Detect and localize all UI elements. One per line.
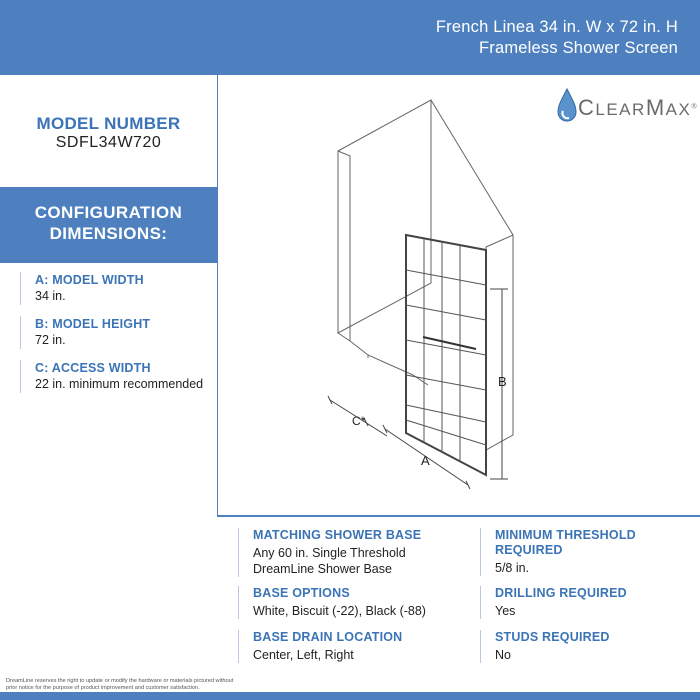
model-number-value: SDFL34W720 (55, 134, 162, 151)
spec-value: 5/8 in. (495, 561, 530, 575)
spec-value-line: DreamLine Shower Base (253, 562, 392, 576)
left-wall-edge (338, 151, 350, 341)
configuration-heading-line2: DIMENSIONS: (49, 224, 168, 243)
spec-matching-shower-base (238, 528, 421, 577)
dimension-model-height (20, 316, 150, 349)
logo-letters-ax: AX (665, 100, 692, 119)
trademark-mark: ® (691, 103, 698, 111)
spec-label-line: REQUIRED (495, 543, 563, 557)
product-title (436, 17, 678, 59)
spec-value-line: Any 60 in. Single Threshold (253, 546, 406, 560)
product-title-line2: Frameless Shower Screen (478, 39, 678, 57)
spec-label (495, 528, 636, 558)
right-wall-front (486, 235, 513, 450)
dimension-access-width (20, 360, 203, 393)
shower-configuration-diagram (218, 75, 700, 515)
disclaimer-line: DreamLine reserves the right to update or modify the hardware or materials pictured without (6, 678, 234, 684)
dimension-value: 22 in. minimum recommended (35, 377, 204, 391)
logo-letters-lear: LEAR (595, 100, 646, 119)
spec-label: MATCHING SHOWER BASE (253, 528, 422, 542)
dimension-label: A: MODEL WIDTH (35, 273, 144, 287)
spec-value: Center, Left, Right (253, 648, 354, 662)
spec-base-drain-location (238, 630, 402, 663)
configuration-heading-line1: CONFIGURATION (34, 203, 183, 222)
spec-value: White, Biscuit (-22), Black (-88) (253, 604, 426, 618)
spec-label: BASE OPTIONS (253, 586, 350, 600)
header-bar (0, 0, 700, 75)
spec-label: DRILLING REQUIRED (495, 586, 627, 600)
dimension-label: C: ACCESS WIDTH (35, 361, 151, 375)
support-bar (423, 337, 476, 349)
spec-minimum-threshold (480, 528, 636, 576)
footer-bar (0, 692, 700, 700)
logo-letter-c: C (578, 95, 596, 120)
back-wall (338, 100, 431, 333)
disclaimer-line: prior notice for the purpose of product improvement and customer satisfaction. (6, 685, 200, 691)
spec-studs-required (480, 630, 610, 663)
spec-label-line: MINIMUM THRESHOLD (495, 528, 636, 542)
spec-label: BASE DRAIN LOCATION (253, 630, 403, 644)
spec-value: Yes (495, 604, 516, 618)
glass-screen-panel (406, 235, 486, 475)
dimension-value: 72 in. (35, 333, 66, 347)
disclaimer-text (6, 678, 306, 692)
spec-drilling-required (480, 586, 627, 619)
spec-base-options (238, 586, 426, 619)
top-right-ledge (431, 100, 513, 235)
floor-edge (350, 341, 428, 385)
logo-letter-m: M (645, 95, 666, 120)
spec-value: No (495, 648, 511, 662)
dimension-b-label: B (498, 374, 507, 389)
dimension-label: B: MODEL HEIGHT (35, 317, 151, 331)
grid-pattern (406, 239, 486, 461)
dimension-value: 34 in. (35, 289, 66, 303)
spec-value (253, 545, 421, 577)
dimension-c-label: C* (352, 414, 366, 428)
dimension-model-width (20, 272, 144, 305)
spec-label: STUDS REQUIRED (495, 630, 610, 644)
dimension-a-label: A (421, 453, 430, 468)
product-title-line1: French Linea 34 in. W x 72 in. H (435, 18, 678, 36)
horizontal-divider (218, 515, 700, 517)
model-number-label: MODEL NUMBER (36, 114, 181, 133)
configuration-heading (0, 187, 217, 263)
